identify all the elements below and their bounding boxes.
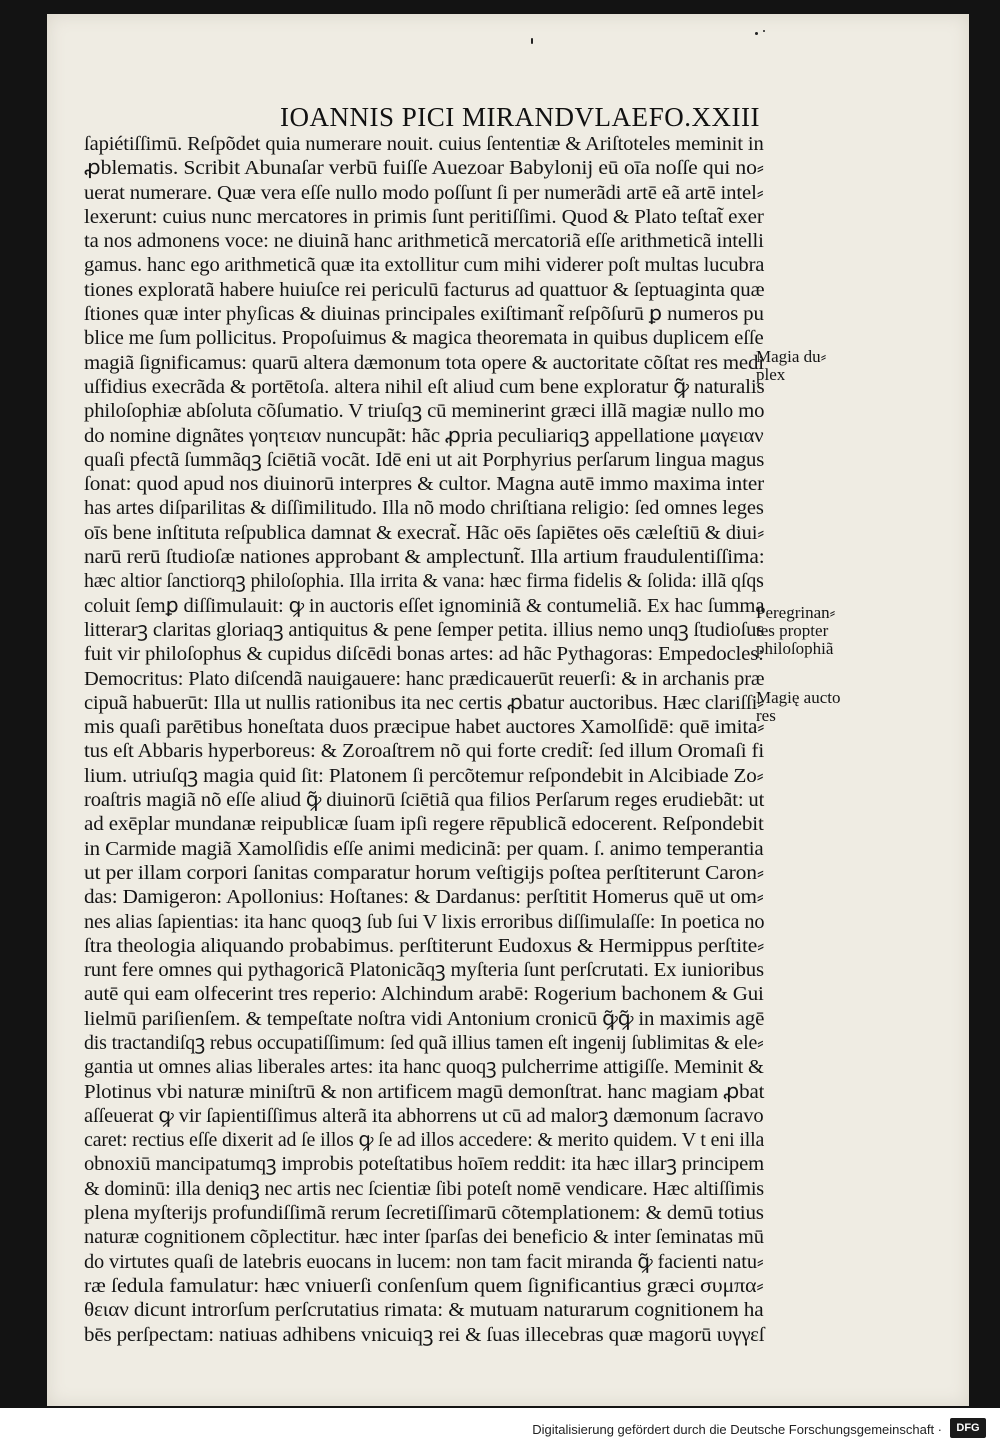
dfg-logo: DFG — [950, 1418, 986, 1438]
text-line: lium. utriuſqꝫ magia quid ſit: Platonem ſi percõtemur reſpondebit in Alcibiade Zo⸗ — [84, 764, 764, 787]
text-line: plena myſterijs profundiſſimã rerum ſecretiſſimarū cõtemplationem: & demū totius — [84, 1202, 764, 1225]
text-line: roaſtris magiã nõ eſſe aliud ꝙ̃ diuinorū ſciētiã qua filios Perſarum reges erudiebãt: ut — [84, 789, 765, 812]
marginal-line: tes propter — [756, 621, 829, 640]
text-line: philoſophiæ abſoluta cõſumatio. V triuſqꝫ cū meminerint græci illã magiæ nullo mo — [84, 400, 765, 423]
text-line: caret: rectius eſſe dixerit ad ſe illos ꝙ ſe ad illos accedere: & merito quidem. V t eni illa — [84, 1129, 765, 1152]
text-line: blice me ſum pollicitus. Propoſuimus & magica theoremata in quibus duplicem eſſe — [84, 327, 764, 350]
text-line: fuit vir philoſophus & cupidus diſcēdi bonas artes: ad hãc Pythagoras: Empedocles: — [84, 643, 764, 666]
text-line: uerat numerare. Quæ vera eſſe nullo modo poſſunt ſi per numerãdi artē eã artē intel⸗ — [84, 181, 764, 204]
ink-speck — [531, 38, 533, 44]
text-line: ſtra theologia aliquando probabimus. perſtiterunt Eudoxus & Hermippus perſtite⸗ — [84, 934, 765, 957]
ink-speck — [755, 32, 758, 35]
text-line: lexerunt: cuius nunc mercatores in primis ſunt peritiſſimi. Quod & Plato teſtat̃ exer — [84, 205, 764, 228]
text-line: bēs perſpectam: natiuas adhibens vnicuiqꝫ rei & ſuas illecebras quæ magorū ιυγγεſ — [84, 1323, 765, 1346]
text-line: lielmū pariſienſem. & tempeſtate noſtra vidi Antonium cronicū ꝙ̃ꝙ̃ in maximis agē — [84, 1007, 765, 1030]
text-line: θειαν dicunt introrſum perſcrutatius rimata: & mutuam naturarum cognitionem ha — [84, 1299, 764, 1322]
text-line: Plotinus vbi naturæ miniſtrū & non artificem magū demonſtrat. hanc magiam ꝓbat — [84, 1080, 765, 1103]
text-line: aſſeuerat ꝙ vir ſapientiſſimus alterã ita abhorrens ut cū ad malorꝫ dæmonum ſacravo — [84, 1104, 764, 1127]
text-line: obnoxiū mancipatumqꝫ improbis poteſtatibus hoīem reddit: ita hæc illarꝫ principem — [84, 1153, 764, 1176]
text-line: in Carmide magiã Xamolſidis eſſe animi medicinã: per quam. ſ. animo temperantia — [84, 837, 764, 860]
marginal-line: Magię aucto — [756, 688, 841, 707]
text-line: nes alias ſapientias: ita hanc quoqꝫ ſub ſui V lixis erroribus diſſimulaſſe: In poetica no — [84, 910, 765, 933]
text-line: ad exēplar mundanæ reipublicæ ſuam ipſi regere rēpublicã edocerent. Reſpondebit — [84, 813, 764, 836]
text-line: tiones exploratã habere huiuſce rei periculū facturus ad quattuor & ſeptuaginta quæ — [84, 278, 765, 301]
text-line: do virtutes quaſi de latebris euocans in lucem: non tam facit miranda ꝙ̃ facienti natu⸗ — [84, 1250, 764, 1273]
text-line: uſfidius execrãda & portētoſa. altera nihil eſt aliud cum bene exploratur ꝙ̃ naturalis — [84, 375, 765, 398]
text-line: quaſi pfectã ſummãqꝫ ſciētiã vocãt. Idē eni ut ait Porphyrius perſarum lingua magus — [84, 448, 765, 471]
text-line: autē qui eam olfecerint tres reperio: Alchindum arabē: Rogerium bachonem & Gui — [84, 983, 764, 1006]
text-line: ſapiétiſſimū. Reſpõdet quia numerare nouit. cuius ſententiæ & Ariſtoteles meminit in — [84, 133, 764, 155]
marginal-line: philoſophiã — [756, 639, 834, 658]
text-line: gantia ut omnes alias liberales artes: ita hanc quoqꝫ pulcherrime attigiſſe. Meminit & — [84, 1056, 764, 1079]
text-line: dis tractandiſqꝫ rebus occupatiſſimum: ſed quã illius tamen eſt ingenij ſublimitas & ele⸗ — [84, 1031, 764, 1054]
running-head: IOANNIS PICI MIRANDVLAE — [280, 102, 649, 132]
text-line: coluit ſemꝑ diſſimulauit: ꝙ in auctoris eſſet ignominiã & contumeliã. Ex hac ſumma — [84, 594, 765, 617]
digitization-footer — [0, 1408, 1000, 1448]
marginal-line: plex — [756, 365, 786, 384]
text-line: do nomine dignãtes γοητειαν nuncupãt: hãc ꝓpria peculiariqꝫ appellatione μαγειαν — [84, 424, 764, 447]
text-line: magiã ſignificamus: quarū altera dæmonum tota opere & auctoritate cõſtat res medi — [84, 351, 764, 374]
text-line: tus eſt Abbaris hyperboreus: & Zoroaſtrem nõ qui forte credit̃: ſed illum Oromaſi fi — [84, 740, 765, 763]
text-line: mis quaſi parētibus honeſtata duos præcipue habet auctores Xamolſidē: quē imita⸗ — [84, 716, 765, 739]
text-line: narū rerū ſtudioſæ nationes approbant & amplectunt̃. Illa artium fraudulentiſſima: — [84, 546, 765, 569]
text-line: ꝓblematis. Scribit Abunaſar verbū fuiſſe Auezoar Babylonij eū oīa noſſe qui no⸗ — [84, 157, 764, 180]
text-line: naturæ cognitionem cõplectitur. hæc inter ſparſas dei beneficio & inter ſeminatas mū — [84, 1226, 764, 1249]
text-line: oīs bene inſtituta reſpublica damnat & execrat̃. Hãc oēs ſapiētes oēs cæleſtiū & diui⸗ — [84, 521, 765, 544]
marginal-line: res — [756, 706, 776, 725]
marginal-note-magia-duplex — [756, 348, 852, 384]
text-line: runt fere omnes qui pythagoricã Platonicãqꝫ myſteria ſunt perſcrutati. Ex iunioribus — [84, 959, 764, 982]
text-line: Democritus: Plato diſcendã nauigauere: hanc prædicauerūt reuerſi: & in archanis præ — [84, 667, 765, 690]
text-line — [84, 1347, 764, 1371]
ink-speck — [763, 30, 765, 32]
page-header — [280, 102, 770, 134]
text-line: ta nos admonens voce: ne diuinã hanc arithmeticã mercatoriã eſſe arithmeticã intelli — [84, 230, 764, 253]
text-line: & dominū: illa deniqꝫ nec artis nec ſcientiæ ſibi poteſt nomē vendicare. Hæc altiſſimis — [84, 1177, 764, 1200]
text-line: hæc altior ſanctiorqꝫ philoſophia. Illa irrita & vana: hæc firma fidelis & ſolida: illã qſqs — [84, 570, 764, 593]
marginal-note-peregrinantes — [756, 604, 852, 658]
text-line: cipuã habuerūt: Illa ut nullis rationibus ita nec certis ꝓbatur auctoribus. Hæc clariſſi⸗ — [84, 691, 764, 714]
folio-number: FO.XXIII — [648, 102, 760, 132]
text-line: ut per illam corpori ſanitas comparatur horum veſtigijs poſtea perſtiterunt Caron⸗ — [84, 861, 764, 884]
funding-credit: Digitalisierung gefördert durch die Deutsche Forschungsgemeinschaft · — [532, 1422, 942, 1437]
marginal-line: Peregrinan⸗ — [756, 603, 836, 622]
text-line: gamus. hanc ego arithmeticã quæ ita extollitur cum mihi viderer poſt multas lucubra — [84, 254, 765, 277]
text-line: has artes diſparilitas & diſſimilitudo. Illa nõ modo chriſtiana religio: ſed omnes leges — [84, 497, 764, 520]
text-line: ſtiones quæ inter phyſicas & diuinas principales exiſtimant̃ reſpõſurū ꝑ numeros pu — [84, 303, 764, 326]
marginal-line: Magia du⸗ — [756, 347, 827, 366]
text-line: ræ ſedula famulatur: hæc vniuerſi conſenſum quem ſignificantius græci συμπα⸗ — [84, 1274, 764, 1297]
body-text — [84, 132, 764, 1371]
text-line: ſonat: quod apud nos diuinorū interpres & cultor. Magna autē immo maxima inter — [84, 473, 765, 496]
marginal-note-magiae-auctores — [756, 689, 852, 725]
text-line: das: Damigeron: Apollonius: Hoſtanes: & Dardanus: perſtitit Homerus quē ut om⸗ — [84, 886, 764, 909]
text-line: litterarꝫ claritas gloriaqꝫ antiquitus & pene ſemper petita. illius nemo unqꝫ ſtudioſus — [84, 618, 765, 641]
